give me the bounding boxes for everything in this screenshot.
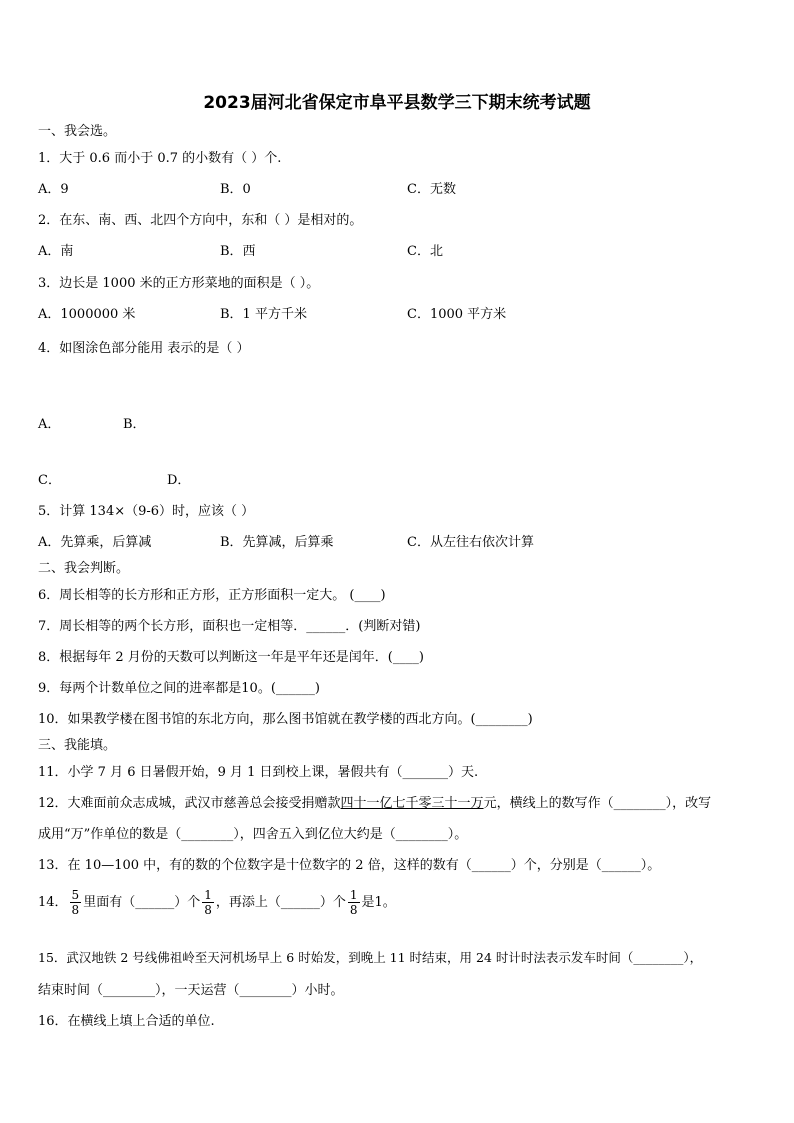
q14-text-1: 里面有（______）个 xyxy=(83,895,201,910)
q5-option-a: A．先算乘，后算减 xyxy=(38,535,152,550)
question-15-line-1: 15．武汉地铁 2 号线佛祖岭至天河机场早上 6 时始发，到晚上 11 时结束，用 24 时计时法表示发车时间（________）， xyxy=(38,950,703,965)
fraction-denominator: 8 xyxy=(71,903,80,917)
q1-option-b: B．0 xyxy=(220,182,251,197)
section-heading-fill: 三、我能填。 xyxy=(38,738,117,753)
question-1: 1．大于 0.6 而小于 0.7 的小数有（ ）个. xyxy=(38,151,282,166)
fraction-numerator: 1 xyxy=(204,888,212,902)
question-14 xyxy=(38,888,396,917)
section-heading-choice: 一、我会选。 xyxy=(38,124,117,139)
question-4: 4．如图涂色部分能用 表示的是（ ） xyxy=(38,341,250,356)
question-7: 7．周长相等的两个长方形，面积也一定相等．______．(判断对错) xyxy=(38,619,421,634)
q4-option-c: C． xyxy=(38,473,61,488)
fraction-five-eighths xyxy=(70,888,82,917)
q4-option-a: A． xyxy=(38,417,61,432)
fraction-denominator: 8 xyxy=(204,903,212,917)
q5-option-c: C．从左往右依次计算 xyxy=(407,535,534,550)
q12-underlined-amount: 四十一亿七千零三十一万 xyxy=(340,796,484,811)
fraction-numerator: 1 xyxy=(349,888,358,902)
question-12-line-1 xyxy=(38,792,711,811)
q1-option-c: C．无数 xyxy=(407,182,456,197)
q3-option-c: C．1000 平方米 xyxy=(407,307,507,322)
question-2: 2．在东、南、西、北四个方向中，东和（ ）是相对的。 xyxy=(38,213,363,228)
q12-text-start: 12．大难面前众志成城，武汉市慈善总会接受捐赠款 xyxy=(38,796,341,811)
q4-option-b: B． xyxy=(123,417,146,432)
fraction-one-eighth xyxy=(348,888,360,917)
page-title: 2023届河北省保定市阜平县数学三下期末统考试题 xyxy=(203,93,591,113)
q14-text-3: 是1。 xyxy=(361,895,396,910)
q1-option-a: A．9 xyxy=(38,182,69,197)
question-12-line-2: 成用“万”作单位的数是（________），四舍五入到亿位大约是（________）。 xyxy=(38,827,468,842)
q5-option-b: B．先算减，后算乘 xyxy=(220,535,334,550)
question-13: 13．在 10—100 中，有的数的个位数字是十位数字的 2 倍，这样的数有（______）个，分别是（______）。 xyxy=(38,858,661,873)
q14-text-2: ，再添上（______）个 xyxy=(215,895,346,910)
question-9: 9．每两个计数单位之间的进率都是10。(______) xyxy=(38,681,320,696)
question-3: 3．边长是 1000 米的正方形菜地的面积是（ ）。 xyxy=(38,276,320,291)
q14-number: 14． xyxy=(38,895,68,910)
question-8: 8．根据每年 2 月份的天数可以判断这一年是平年还是闰年．(____) xyxy=(38,650,424,665)
q4-option-d: D． xyxy=(167,473,191,488)
question-6: 6．周长相等的长方形和正方形，正方形面积一定大。 (____) xyxy=(38,588,386,603)
fraction-one-eighth xyxy=(202,888,214,917)
question-15-line-2: 结束时间（________），一天运营（________）小时。 xyxy=(38,983,344,998)
q2-option-a: A．南 xyxy=(38,244,74,259)
question-5: 5．计算 134×（9-6）时，应该（ ） xyxy=(38,504,255,519)
question-11: 11．小学 7 月 6 日暑假开始，9 月 1 日到校上课，暑假共有（_______）天. xyxy=(38,765,479,780)
q2-option-c: C．北 xyxy=(407,244,443,259)
fraction-denominator: 8 xyxy=(349,903,358,917)
fraction-numerator: 5 xyxy=(71,888,80,902)
question-16: 16．在横线上填上合适的单位. xyxy=(38,1014,215,1029)
q3-option-b: B．1 平方千米 xyxy=(220,307,307,322)
question-10: 10．如果教学楼在图书馆的东北方向，那么图书馆就在教学楼的西北方向。(________) xyxy=(38,712,533,727)
q3-option-a: A．1000000 米 xyxy=(38,307,136,322)
section-heading-judge: 二、我会判断。 xyxy=(38,561,130,576)
q2-option-b: B．西 xyxy=(220,244,256,259)
q12-text-end: 元，横线上的数写作（________），改写 xyxy=(483,796,712,811)
